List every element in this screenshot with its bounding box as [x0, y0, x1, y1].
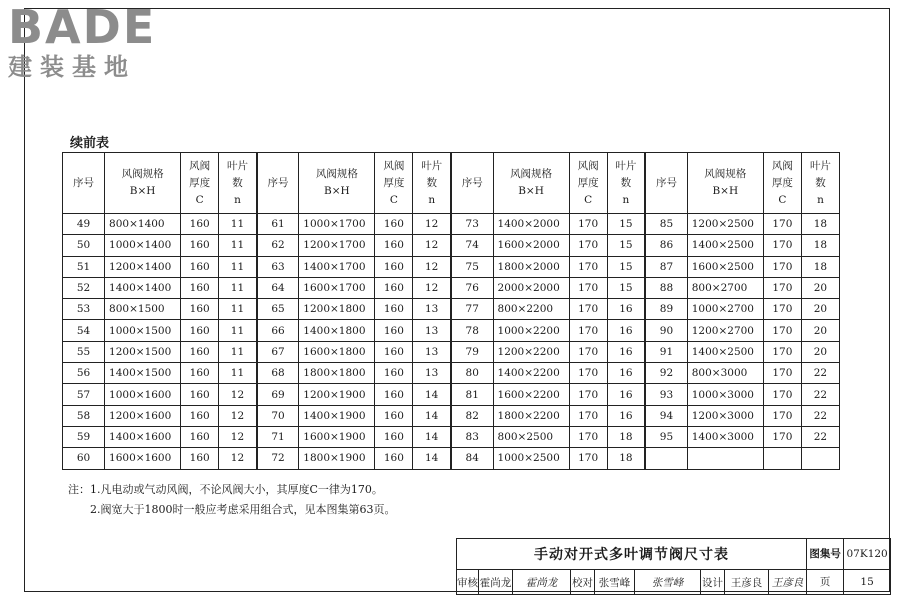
header-spec-line: 风阀规格 [510, 168, 553, 180]
damper-thickness: 170 [763, 384, 801, 405]
row-index: 79 [451, 341, 493, 362]
header-blades [219, 153, 257, 214]
table-row [63, 405, 840, 426]
header-spec [299, 153, 375, 214]
reviewer-name: 霍尚龙 [479, 570, 513, 595]
table-header-row [63, 153, 840, 214]
damper-spec: 1200×1900 [299, 384, 375, 405]
header-thickness-line: 厚度 [577, 176, 599, 189]
damper-thickness: 160 [181, 299, 219, 320]
designer-signature: 王彦良 [769, 570, 807, 595]
row-index: 87 [645, 256, 687, 277]
blade-count: 12 [219, 426, 257, 447]
damper-spec: 1400×1400 [105, 277, 181, 298]
damper-thickness: 160 [181, 448, 219, 469]
damper-spec: 1200×2700 [687, 320, 763, 341]
damper-spec: 1400×1700 [299, 256, 375, 277]
row-index: 72 [257, 448, 299, 469]
blade-count: 13 [413, 320, 451, 341]
blade-count: 18 [801, 235, 839, 256]
damper-spec: 800×1500 [105, 299, 181, 320]
damper-spec: 1400×2500 [687, 235, 763, 256]
damper-spec: 1200×3000 [687, 405, 763, 426]
blade-count: 14 [413, 405, 451, 426]
blade-count: 16 [607, 384, 645, 405]
damper-thickness: 170 [569, 426, 607, 447]
damper-thickness: 160 [181, 426, 219, 447]
notes [68, 480, 396, 520]
row-index: 68 [257, 363, 299, 384]
header-index [645, 153, 687, 214]
review-label: 审核 [457, 570, 479, 595]
row-index: 77 [451, 299, 493, 320]
damper-spec: 1200×2500 [687, 214, 763, 235]
blade-count: 15 [607, 256, 645, 277]
row-index: 69 [257, 384, 299, 405]
damper-spec: 1200×1500 [105, 341, 181, 362]
damper-thickness: 160 [375, 320, 413, 341]
header-thickness-line: 厚度 [771, 176, 793, 189]
damper-thickness: 170 [569, 341, 607, 362]
header-thickness-line: C [195, 193, 204, 206]
damper-spec: 2000×2000 [493, 277, 569, 298]
damper-thickness: 160 [181, 341, 219, 362]
header-blades-line: n [234, 193, 241, 206]
blade-count [801, 448, 839, 469]
header-spec [493, 153, 569, 214]
header-blades [413, 153, 451, 214]
header-thickness-line: 风阀 [189, 159, 211, 172]
damper-thickness: 160 [375, 277, 413, 298]
blade-count: 16 [607, 405, 645, 426]
page-number: 15 [860, 576, 874, 588]
blade-count: 16 [607, 320, 645, 341]
row-index: 49 [63, 214, 105, 235]
damper-thickness: 170 [763, 214, 801, 235]
blade-count: 18 [801, 256, 839, 277]
damper-spec: 800×2200 [493, 299, 569, 320]
blade-count: 12 [413, 235, 451, 256]
damper-thickness: 160 [375, 405, 413, 426]
damper-thickness: 170 [569, 320, 607, 341]
row-index: 82 [451, 405, 493, 426]
check-label: 校对 [571, 570, 595, 595]
damper-spec: 800×2500 [493, 426, 569, 447]
blade-count: 11 [219, 235, 257, 256]
blade-count: 22 [801, 363, 839, 384]
header-index-line: 序号 [461, 176, 483, 189]
atlas-label: 图集号 [807, 539, 844, 569]
damper-thickness: 160 [375, 256, 413, 277]
blade-count: 18 [607, 448, 645, 469]
blade-count: 12 [413, 277, 451, 298]
damper-spec: 1600×1900 [299, 426, 375, 447]
table-row [63, 299, 840, 320]
table-row [63, 214, 840, 235]
header-thickness [375, 153, 413, 214]
damper-thickness: 170 [569, 256, 607, 277]
blade-count: 11 [219, 320, 257, 341]
damper-thickness: 170 [763, 277, 801, 298]
header-spec-line: 风阀规格 [704, 168, 747, 180]
atlas-number-cell [807, 539, 891, 570]
row-index: 58 [63, 405, 105, 426]
damper-thickness: 160 [375, 363, 413, 384]
damper-thickness: 170 [763, 426, 801, 447]
row-index: 86 [645, 235, 687, 256]
header-thickness-line: C [389, 193, 398, 206]
damper-thickness: 160 [375, 341, 413, 362]
designer-name: 王彦良 [725, 570, 769, 595]
row-index: 67 [257, 341, 299, 362]
header-index-line: 序号 [267, 176, 289, 189]
header-thickness [181, 153, 219, 214]
blade-count: 22 [801, 405, 839, 426]
header-spec-line: 风阀规格 [315, 168, 358, 180]
row-index [645, 448, 687, 469]
logo-subtitle: 建装基地 [8, 53, 136, 81]
damper-spec: 1400×1900 [299, 405, 375, 426]
damper-thickness: 170 [763, 256, 801, 277]
header-index [63, 153, 105, 214]
header-thickness [569, 153, 607, 214]
row-index: 94 [645, 405, 687, 426]
header-blades-line: 叶片 [226, 159, 248, 172]
damper-spec: 1000×3000 [687, 384, 763, 405]
header-blades [801, 153, 839, 214]
header-blades-line: 叶片 [615, 159, 637, 172]
damper-thickness: 160 [375, 426, 413, 447]
header-spec-line: B×H [129, 185, 156, 197]
drawing-title: 手动对开式多叶调节阀尺寸表 [457, 539, 807, 570]
damper-size-table [62, 152, 840, 470]
damper-spec: 1000×1500 [105, 320, 181, 341]
damper-thickness: 160 [181, 320, 219, 341]
header-blades-line: 数 [426, 176, 437, 189]
damper-spec: 1400×1800 [299, 320, 375, 341]
damper-spec: 1600×1700 [299, 277, 375, 298]
damper-spec: 800×3000 [687, 363, 763, 384]
blade-count: 12 [413, 214, 451, 235]
damper-spec: 1200×1800 [299, 299, 375, 320]
row-index: 84 [451, 448, 493, 469]
damper-spec: 1200×2200 [493, 341, 569, 362]
damper-thickness: 160 [375, 384, 413, 405]
blade-count: 13 [413, 299, 451, 320]
damper-spec: 1800×2000 [493, 256, 569, 277]
row-index: 62 [257, 235, 299, 256]
damper-spec: 1400×2000 [493, 214, 569, 235]
table-row [63, 426, 840, 447]
damper-spec: 1600×2000 [493, 235, 569, 256]
row-index: 52 [63, 277, 105, 298]
table-row [63, 363, 840, 384]
blade-count: 12 [219, 405, 257, 426]
blade-count: 20 [801, 320, 839, 341]
row-index: 76 [451, 277, 493, 298]
damper-thickness [763, 448, 801, 469]
blade-count: 11 [219, 363, 257, 384]
row-index: 83 [451, 426, 493, 447]
header-thickness-line: 厚度 [383, 176, 405, 189]
damper-spec: 1200×1400 [105, 256, 181, 277]
blade-count: 18 [607, 426, 645, 447]
damper-thickness: 160 [181, 256, 219, 277]
bade-logo [8, 0, 178, 84]
row-index: 59 [63, 426, 105, 447]
blade-count: 20 [801, 277, 839, 298]
damper-spec: 1000×1400 [105, 235, 181, 256]
header-spec-line: B×H [323, 185, 350, 197]
damper-thickness: 160 [375, 214, 413, 235]
row-index: 80 [451, 363, 493, 384]
row-index: 74 [451, 235, 493, 256]
damper-spec: 1400×1600 [105, 426, 181, 447]
damper-thickness: 170 [569, 235, 607, 256]
damper-spec: 1600×1800 [299, 341, 375, 362]
row-index: 73 [451, 214, 493, 235]
header-thickness-line: 风阀 [577, 159, 599, 172]
damper-thickness: 160 [181, 363, 219, 384]
damper-thickness: 160 [375, 448, 413, 469]
row-index: 95 [645, 426, 687, 447]
row-index: 75 [451, 256, 493, 277]
header-thickness-line: C [778, 193, 787, 206]
blade-count: 20 [801, 299, 839, 320]
header-blades-line: 叶片 [809, 159, 831, 172]
damper-spec: 1000×1700 [299, 214, 375, 235]
row-index: 54 [63, 320, 105, 341]
blade-count: 22 [801, 426, 839, 447]
damper-spec: 1800×1800 [299, 363, 375, 384]
damper-spec: 1200×1700 [299, 235, 375, 256]
row-index: 88 [645, 277, 687, 298]
atlas-number: 07K120 [846, 548, 888, 560]
blade-count: 15 [607, 235, 645, 256]
blade-count: 13 [413, 363, 451, 384]
damper-spec: 1600×2500 [687, 256, 763, 277]
blade-count: 12 [219, 448, 257, 469]
damper-spec: 800×1400 [105, 214, 181, 235]
damper-spec: 1000×1600 [105, 384, 181, 405]
blade-count: 11 [219, 277, 257, 298]
table-row [63, 341, 840, 362]
row-index: 60 [63, 448, 105, 469]
row-index: 66 [257, 320, 299, 341]
damper-spec [687, 448, 763, 469]
row-index: 55 [63, 341, 105, 362]
header-index [451, 153, 493, 214]
table-row [63, 448, 840, 469]
row-index: 90 [645, 320, 687, 341]
blade-count: 18 [801, 214, 839, 235]
blade-count: 16 [607, 363, 645, 384]
row-index: 71 [257, 426, 299, 447]
title-block [456, 538, 891, 595]
blade-count: 16 [607, 299, 645, 320]
row-index: 64 [257, 277, 299, 298]
row-index: 56 [63, 363, 105, 384]
header-thickness [763, 153, 801, 214]
damper-thickness: 170 [569, 299, 607, 320]
blade-count: 12 [413, 256, 451, 277]
damper-spec: 1800×2200 [493, 405, 569, 426]
blade-count: 22 [801, 384, 839, 405]
page-cell [807, 570, 891, 595]
row-index: 78 [451, 320, 493, 341]
header-index-line: 序号 [73, 176, 95, 189]
damper-spec: 1000×2700 [687, 299, 763, 320]
row-index: 93 [645, 384, 687, 405]
row-index: 63 [257, 256, 299, 277]
damper-spec: 1600×2200 [493, 384, 569, 405]
row-index: 89 [645, 299, 687, 320]
logo-brand: BADE [8, 0, 157, 54]
header-blades-line: n [817, 193, 824, 206]
row-index: 92 [645, 363, 687, 384]
damper-spec: 1400×3000 [687, 426, 763, 447]
header-blades-line: 数 [620, 176, 632, 189]
header-thickness-line: 风阀 [383, 159, 405, 172]
blade-count: 12 [219, 384, 257, 405]
damper-thickness: 170 [763, 405, 801, 426]
row-index: 81 [451, 384, 493, 405]
header-index-line: 序号 [655, 176, 677, 189]
row-index: 53 [63, 299, 105, 320]
blade-count: 14 [413, 426, 451, 447]
header-blades-line: n [428, 193, 436, 206]
checker-name: 张雪峰 [595, 570, 635, 595]
damper-thickness: 170 [569, 448, 607, 469]
damper-thickness: 170 [763, 320, 801, 341]
damper-thickness: 160 [375, 235, 413, 256]
blade-count: 15 [607, 277, 645, 298]
row-index: 57 [63, 384, 105, 405]
header-spec-line: B×H [712, 185, 739, 197]
damper-thickness: 160 [181, 277, 219, 298]
header-blades-line: 数 [232, 176, 243, 189]
reviewer-signature: 霍尚龙 [513, 570, 571, 595]
damper-thickness: 170 [569, 214, 607, 235]
damper-thickness: 170 [763, 235, 801, 256]
note-2: 2.阀宽大于1800时一般应考虑采用组合式，见本图集第63页。 [90, 503, 396, 516]
row-index: 65 [257, 299, 299, 320]
damper-thickness: 170 [569, 277, 607, 298]
row-index: 61 [257, 214, 299, 235]
header-blades-line: n [622, 193, 630, 206]
blade-count: 11 [219, 214, 257, 235]
table-row [63, 256, 840, 277]
damper-thickness: 170 [569, 405, 607, 426]
header-thickness-line: 风阀 [771, 159, 793, 172]
damper-thickness: 160 [181, 214, 219, 235]
header-blades-line: 数 [815, 176, 826, 189]
note-1: 1.凡电动或气动风阀，不论风阀大小，其厚度C一律为170。 [90, 483, 383, 496]
blade-count: 13 [413, 341, 451, 362]
damper-spec: 1800×1900 [299, 448, 375, 469]
header-spec-line: 风阀规格 [121, 168, 164, 180]
blade-count: 20 [801, 341, 839, 362]
header-spec-line: B×H [518, 185, 544, 197]
blade-count: 16 [607, 341, 645, 362]
header-blades-line: 叶片 [421, 159, 443, 172]
checker-signature: 张雪峰 [635, 570, 701, 595]
blade-count: 14 [413, 384, 451, 405]
damper-thickness: 170 [763, 363, 801, 384]
header-index [257, 153, 299, 214]
blade-count: 11 [219, 256, 257, 277]
table-caption: 续前表 [70, 136, 110, 151]
row-index: 85 [645, 214, 687, 235]
damper-thickness: 170 [763, 341, 801, 362]
damper-thickness: 170 [569, 384, 607, 405]
table-row [63, 320, 840, 341]
header-spec [687, 153, 763, 214]
header-thickness-line: C [584, 193, 593, 206]
damper-spec: 1200×1600 [105, 405, 181, 426]
row-index: 50 [63, 235, 105, 256]
damper-thickness: 160 [375, 299, 413, 320]
damper-thickness: 160 [181, 384, 219, 405]
blade-count: 15 [607, 214, 645, 235]
row-index: 91 [645, 341, 687, 362]
damper-spec: 1400×2500 [687, 341, 763, 362]
header-thickness-line: 厚度 [189, 176, 211, 189]
blade-count: 11 [219, 299, 257, 320]
page-label: 页 [807, 570, 844, 594]
blade-count: 14 [413, 448, 451, 469]
damper-spec: 1000×2500 [493, 448, 569, 469]
table-row [63, 277, 840, 298]
damper-spec: 1000×2200 [493, 320, 569, 341]
table-row [63, 235, 840, 256]
damper-thickness: 160 [181, 405, 219, 426]
damper-thickness: 170 [763, 299, 801, 320]
row-index: 51 [63, 256, 105, 277]
blade-count: 11 [219, 341, 257, 362]
notes-label: 注： [68, 483, 90, 496]
table-row [63, 384, 840, 405]
header-spec [105, 153, 181, 214]
damper-spec: 800×2700 [687, 277, 763, 298]
damper-spec: 1600×1600 [105, 448, 181, 469]
row-index: 70 [257, 405, 299, 426]
damper-spec: 1400×1500 [105, 363, 181, 384]
damper-thickness: 160 [181, 235, 219, 256]
header-blades [607, 153, 645, 214]
damper-thickness: 170 [569, 363, 607, 384]
design-label: 设计 [701, 570, 725, 595]
damper-spec: 1400×2200 [493, 363, 569, 384]
